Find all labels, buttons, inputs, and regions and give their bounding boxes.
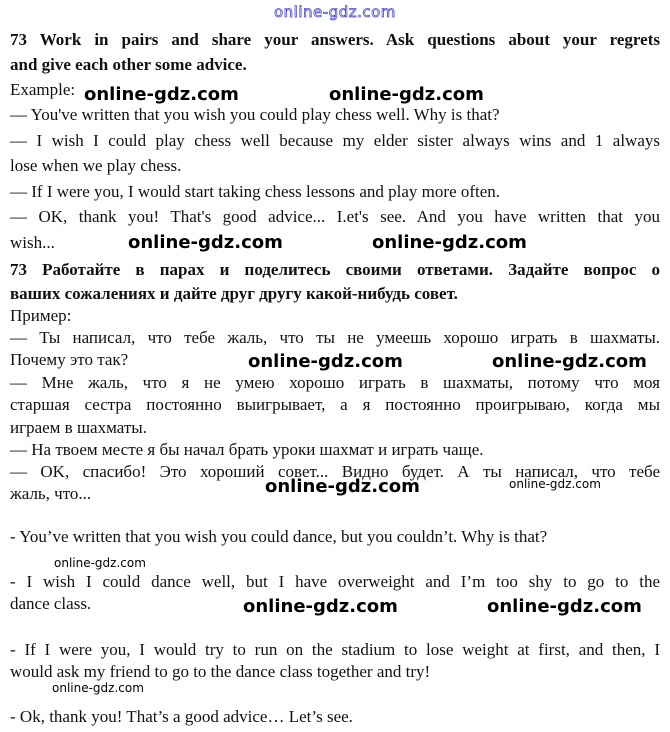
example-russian-line-2: Почему это так? (10, 350, 129, 369)
site-watermark: online-gdz.com (84, 84, 239, 105)
example-russian-line-5: играем в шахматы. (10, 418, 147, 437)
site-watermark: online-gdz.com (248, 351, 403, 372)
site-watermark: online-gdz.com (265, 476, 420, 497)
example-russian-line-6: — На твоем месте я бы начал брать уроки шахмат и играть чаще. (10, 440, 484, 459)
example-english-line-3: lose when we play chess. (10, 156, 182, 175)
site-watermark: online-gdz.com (492, 351, 647, 372)
example-russian-line-7: — OK, спасибо! Это хороший совет... Видно будет. А ты написал, что тебе (10, 462, 660, 481)
example-russian-line-3: — Мне жаль, что я не умею хорошо играть в шахматы, потому что моя (10, 373, 660, 392)
example-russian-line-1: — Ты написал, что тебе жаль, что ты не умеешь хорошо играть в шахматы. (10, 328, 660, 347)
example-english-line-1: — You've written that you wish you could play chess well. Why is that? (10, 105, 500, 124)
answer-question: - You’ve written that you wish you could dance, but you couldn’t. Why is that? (10, 527, 548, 546)
site-watermark-small: online-gdz.com (509, 477, 601, 491)
task-heading-russian-line-1: 73 Работайте в парах и поделитесь своими ответами. Задайте вопрос о (10, 260, 660, 279)
example-english-line-5: — OK, thank you! That's good advice... I.et's see. And you have written that you (10, 207, 660, 226)
answer-reply-line-2: dance class. (10, 594, 92, 613)
example-russian-line-8: жаль, что... (10, 484, 92, 503)
task-heading-english-line-2: and give each other some advice. (10, 55, 247, 74)
answer-reply-line-1: - I wish I could dance well, but I have overweight and I’m too shy to go to the (10, 572, 660, 591)
site-watermark: online-gdz.com (487, 596, 642, 617)
site-watermark-top: online-gdz.com (274, 3, 396, 21)
answer-advice-line-2: would ask my friend to go to the dance class together and try! (10, 662, 431, 681)
example-english-line-6: wish... (10, 233, 55, 252)
task-heading-english-line-1: 73 Work in pairs and share your answers. Ask questions about your regrets (10, 30, 660, 49)
example-russian-line-4: старшая сестра постоянно выигрывает, а я постоянно проигрываю, когда мы (10, 395, 660, 414)
site-watermark: online-gdz.com (128, 232, 283, 253)
site-watermark: online-gdz.com (243, 596, 398, 617)
answer-advice-line-1: - If I were you, I would try to run on the stadium to lose weight at first, and then, I (10, 640, 660, 659)
site-watermark: online-gdz.com (329, 84, 484, 105)
site-watermark: online-gdz.com (372, 232, 527, 253)
site-watermark-small: online-gdz.com (54, 556, 146, 570)
task-heading-russian-line-2: ваших сожалениях и дайте друг другу какой-нибудь совет. (10, 284, 458, 303)
site-watermark-small: online-gdz.com (52, 681, 144, 695)
example-label-english: Example: (10, 80, 76, 99)
example-label-russian: Пример: (10, 306, 72, 325)
example-english-line-4: — If I were you, I would start taking chess lessons and play more often. (10, 182, 501, 201)
example-english-line-2: — I wish I could play chess well because my elder sister always wins and 1 always (10, 131, 660, 150)
answer-closing: - Ok, thank you! That’s a good advice… Let’s see. (10, 707, 353, 726)
